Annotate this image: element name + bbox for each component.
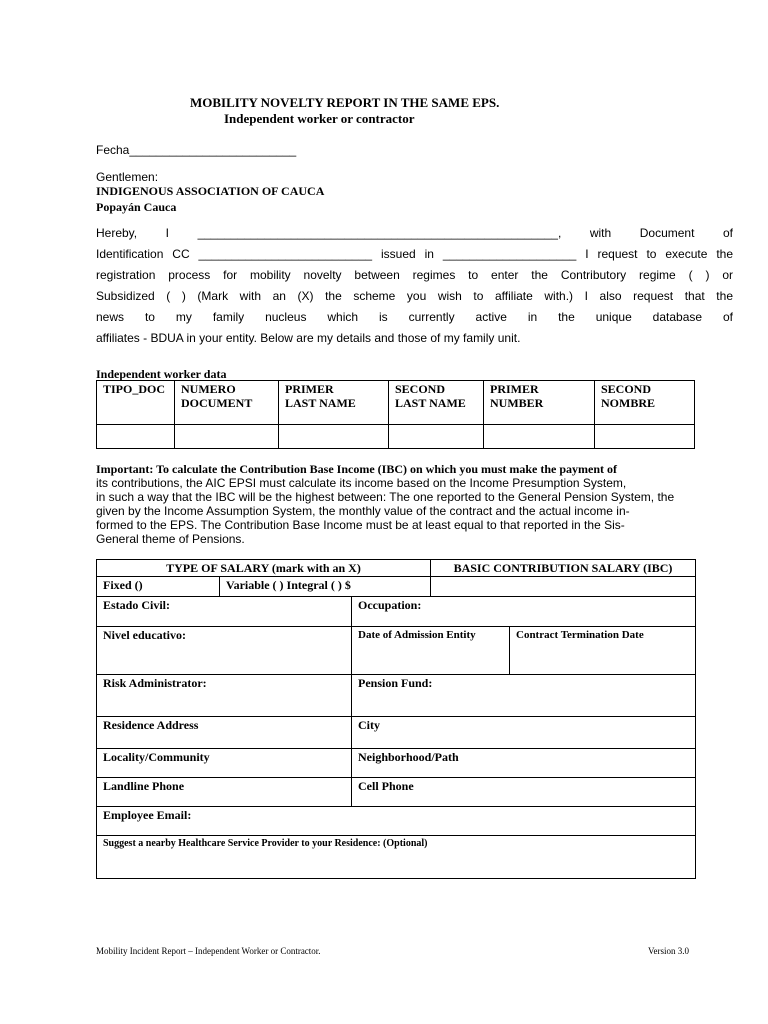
note-line: General theme of Pensions. xyxy=(96,532,245,546)
marital-status-field[interactable]: Estado Civil: xyxy=(97,597,352,627)
request-paragraph xyxy=(96,223,733,349)
header-second-nombre: SECOND NOMBRE xyxy=(595,381,695,425)
paragraph-line: Subsidized ( ) (Mark with an (X) the scheme you wish to affiliate with.) I also request that the xyxy=(96,289,733,303)
admission-date-field[interactable]: Date of Admission Entity xyxy=(352,627,510,675)
header-tipo-doc: TIPO_DOC xyxy=(97,381,175,425)
important-heading: Important: To calculate the Contribution Base Income (IBC) on which you must make the payment of xyxy=(96,462,618,476)
employee-email-field[interactable]: Employee Email: xyxy=(97,807,696,836)
form-row xyxy=(97,675,696,717)
input-cell-second-nombre[interactable] xyxy=(595,425,695,449)
form-row xyxy=(97,560,696,577)
paragraph-line: news to my family nucleus which is currently active in the unique database of xyxy=(96,310,733,324)
form-row xyxy=(97,627,696,675)
header-second-last-name: SECOND LAST NAME xyxy=(389,381,484,425)
paragraph-line: registration process for mobility novelty between regimes to enter the Contributory regime ( ) or xyxy=(96,268,733,282)
input-cell-primer-last-name[interactable] xyxy=(279,425,389,449)
form-row xyxy=(97,749,696,778)
risk-administrator-field[interactable]: Risk Administrator: xyxy=(97,675,352,717)
pension-fund-field[interactable]: Pension Fund: xyxy=(352,675,696,717)
table-row xyxy=(97,425,695,449)
healthcare-provider-field[interactable]: Suggest a nearby Healthcare Service Provider to your Residence: (Optional) xyxy=(97,836,696,879)
variable-integral-option[interactable]: Variable ( ) Integral ( ) $ xyxy=(220,577,431,597)
important-note xyxy=(96,462,716,546)
footer-document-name: Mobility Incident Report – Independent Worker or Contractor. xyxy=(96,946,321,956)
note-line: formed to the EPS. The Contribution Base Income must be at least equal to that reported in the Sis- xyxy=(96,518,625,532)
form-row xyxy=(97,597,696,627)
worker-data-table xyxy=(96,380,695,449)
form-row xyxy=(97,577,696,597)
form-row xyxy=(97,836,696,879)
form-row xyxy=(97,807,696,836)
personal-data-form xyxy=(96,559,696,879)
header-numero-document: NUMERO DOCUMENT xyxy=(175,381,279,425)
city-field[interactable]: City xyxy=(352,717,696,749)
footer-version: Version 3.0 xyxy=(648,946,689,956)
residence-address-field[interactable]: Residence Address xyxy=(97,717,352,749)
basic-salary-input[interactable] xyxy=(431,577,696,597)
paragraph-line: affiliates - BDUA in your entity. Below are my details and those of my family unit. xyxy=(96,331,521,345)
occupation-field[interactable]: Occupation: xyxy=(352,597,696,627)
input-cell-numero-document[interactable] xyxy=(175,425,279,449)
termination-date-field[interactable]: Contract Termination Date xyxy=(510,627,696,675)
document-title: MOBILITY NOVELTY REPORT IN THE SAME EPS. xyxy=(190,95,500,110)
education-level-field[interactable]: Nivel educativo: xyxy=(97,627,352,675)
input-cell-tipo-doc[interactable] xyxy=(97,425,175,449)
addressee-organization: INDIGENOUS ASSOCIATION OF CAUCA xyxy=(96,184,325,198)
paragraph-line[interactable]: Hereby, I ______________________________________________________, with Document of xyxy=(96,226,733,240)
salutation: Gentlemen: xyxy=(96,170,159,184)
salary-type-header: TYPE OF SALARY (mark with an X) xyxy=(97,560,431,577)
locality-field[interactable]: Locality/Community xyxy=(97,749,352,778)
input-cell-second-last-name[interactable] xyxy=(389,425,484,449)
header-primer-number: PRIMER NUMBER xyxy=(484,381,595,425)
table-header-row xyxy=(97,381,695,425)
form-row xyxy=(97,717,696,749)
header-primer-last-name: PRIMER LAST NAME xyxy=(279,381,389,425)
addressee-location: Popayán Cauca xyxy=(96,200,177,214)
document-subtitle: Independent worker or contractor xyxy=(224,111,415,126)
note-line: in such a way that the IBC will be the highest between: The one reported to the General Pension System, the xyxy=(96,490,675,504)
note-line: its contributions, the AIC EPSI must calculate its income based on the Income Presumption System, xyxy=(96,476,627,490)
landline-phone-field[interactable]: Landline Phone xyxy=(97,778,352,807)
worker-section-title: Independent worker data xyxy=(96,367,227,381)
cell-phone-field[interactable]: Cell Phone xyxy=(352,778,696,807)
fixed-option[interactable]: Fixed () xyxy=(97,577,220,597)
basic-salary-header: BASIC CONTRIBUTION SALARY (IBC) xyxy=(431,560,696,577)
note-line: given by the Income Assumption System, the monthly value of the contract and the actual income in- xyxy=(96,504,630,518)
paragraph-line[interactable]: Identification CC __________________________ issued in ____________________ I request to execute the xyxy=(96,247,733,261)
neighborhood-field[interactable]: Neighborhood/Path xyxy=(352,749,696,778)
form-row xyxy=(97,778,696,807)
date-field-line[interactable]: Fecha_________________________ xyxy=(96,143,297,157)
input-cell-primer-number[interactable] xyxy=(484,425,595,449)
